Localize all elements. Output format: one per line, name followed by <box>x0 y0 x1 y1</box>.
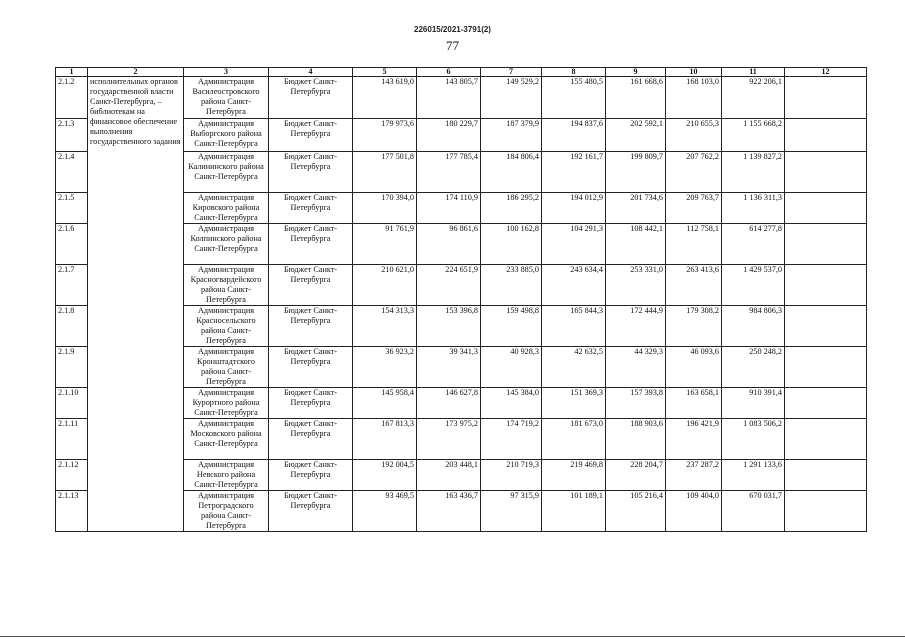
source-cell: Бюджет Санкт-Петербурга <box>269 347 353 388</box>
value-cell: 105 216,4 <box>606 491 666 532</box>
source-cell: Бюджет Санкт-Петербурга <box>269 265 353 306</box>
admin-cell: Администрация Выборгского района Санкт-Петербурга <box>184 119 269 152</box>
total-cell: 1 429 537,0 <box>722 265 785 306</box>
value-cell: 243 634,4 <box>542 265 606 306</box>
value-cell: 149 529,2 <box>481 77 542 119</box>
page-number: 77 <box>446 38 459 53</box>
row-code: 2.1.12 <box>56 460 88 491</box>
value-cell: 157 393,8 <box>606 388 666 419</box>
total-cell: 910 391,4 <box>722 388 785 419</box>
row-code: 2.1.10 <box>56 388 88 419</box>
value-cell: 146 627,8 <box>417 388 481 419</box>
col-header: 11 <box>722 68 785 77</box>
admin-cell: Администрация Колпинского района Санкт-Петербурга <box>184 224 269 265</box>
admin-cell: Администрация Курортного района Санкт-Петербурга <box>184 388 269 419</box>
source-cell: Бюджет Санкт-Петербурга <box>269 152 353 193</box>
col12-cell <box>785 224 867 265</box>
value-cell: 93 469,5 <box>353 491 417 532</box>
value-cell: 172 444,9 <box>606 306 666 347</box>
value-cell: 96 861,6 <box>417 224 481 265</box>
total-cell: 614 277,8 <box>722 224 785 265</box>
value-cell: 184 806,4 <box>481 152 542 193</box>
col12-cell <box>785 388 867 419</box>
admin-cell: Администрация Московского района Санкт-Петербурга <box>184 419 269 460</box>
page-bottom-border <box>0 636 905 637</box>
recipient-description: исполнительных органов государственной власти Санкт-Петербурга, – библиотекам на финансовое обеспечение выполнения государственного задания <box>88 77 184 532</box>
total-cell: 1 136 311,3 <box>722 193 785 224</box>
table-row <box>56 77 867 119</box>
admin-cell: Администрация Василеостровского района Санкт-Петербурга <box>184 77 269 119</box>
source-cell: Бюджет Санкт-Петербурга <box>269 388 353 419</box>
col-header: 4 <box>269 68 353 77</box>
row-code: 2.1.9 <box>56 347 88 388</box>
col12-cell <box>785 265 867 306</box>
value-cell: 174 110,9 <box>417 193 481 224</box>
value-cell: 173 975,2 <box>417 419 481 460</box>
admin-cell: Администрация Петроградского района Санкт-Петербурга <box>184 491 269 532</box>
value-cell: 153 396,8 <box>417 306 481 347</box>
value-cell: 210 655,3 <box>666 119 722 152</box>
value-cell: 143 619,0 <box>353 77 417 119</box>
row-code: 2.1.13 <box>56 491 88 532</box>
value-cell: 167 813,3 <box>353 419 417 460</box>
header-row <box>56 68 867 77</box>
col-header: 7 <box>481 68 542 77</box>
value-cell: 233 885,0 <box>481 265 542 306</box>
row-code: 2.1.8 <box>56 306 88 347</box>
col12-cell <box>785 460 867 491</box>
value-cell: 194 012,9 <box>542 193 606 224</box>
value-cell: 101 189,1 <box>542 491 606 532</box>
value-cell: 40 928,3 <box>481 347 542 388</box>
admin-cell: Администрация Кировского района Санкт-Петербурга <box>184 193 269 224</box>
col12-cell <box>785 193 867 224</box>
value-cell: 165 844,3 <box>542 306 606 347</box>
source-cell: Бюджет Санкт-Петербурга <box>269 224 353 265</box>
value-cell: 44 329,3 <box>606 347 666 388</box>
value-cell: 179 308,2 <box>666 306 722 347</box>
value-cell: 163 658,1 <box>666 388 722 419</box>
admin-cell: Администрация Кронштадтского района Санкт-Петербурга <box>184 347 269 388</box>
total-cell: 1 291 133,6 <box>722 460 785 491</box>
value-cell: 228 204,7 <box>606 460 666 491</box>
value-cell: 174 719,2 <box>481 419 542 460</box>
col12-cell <box>785 306 867 347</box>
admin-cell: Администрация Красногвардейского района Санкт-Петербурга <box>184 265 269 306</box>
col-header: 3 <box>184 68 269 77</box>
value-cell: 253 331,0 <box>606 265 666 306</box>
source-cell: Бюджет Санкт-Петербурга <box>269 77 353 119</box>
value-cell: 151 369,3 <box>542 388 606 419</box>
col12-cell <box>785 347 867 388</box>
admin-cell: Администрация Красносельского района Санкт-Петербурга <box>184 306 269 347</box>
document-number: 226015/2021-3791(2) <box>414 25 491 34</box>
value-cell: 180 229,7 <box>417 119 481 152</box>
value-cell: 97 315,9 <box>481 491 542 532</box>
col12-cell <box>785 119 867 152</box>
value-cell: 100 162,8 <box>481 224 542 265</box>
col-header: 10 <box>666 68 722 77</box>
value-cell: 161 668,6 <box>606 77 666 119</box>
value-cell: 210 621,0 <box>353 265 417 306</box>
value-cell: 104 291,3 <box>542 224 606 265</box>
value-cell: 168 103,0 <box>666 77 722 119</box>
value-cell: 237 287,2 <box>666 460 722 491</box>
value-cell: 201 734,6 <box>606 193 666 224</box>
value-cell: 145 384,0 <box>481 388 542 419</box>
value-cell: 145 958,4 <box>353 388 417 419</box>
admin-cell: Администрация Калининского района Санкт-Петербурга <box>184 152 269 193</box>
value-cell: 163 436,7 <box>417 491 481 532</box>
total-cell: 922 206,1 <box>722 77 785 119</box>
value-cell: 159 498,8 <box>481 306 542 347</box>
value-cell: 179 973,6 <box>353 119 417 152</box>
row-code: 2.1.6 <box>56 224 88 265</box>
source-cell: Бюджет Санкт-Петербурга <box>269 491 353 532</box>
row-code: 2.1.3 <box>56 119 88 152</box>
value-cell: 224 651,9 <box>417 265 481 306</box>
row-code: 2.1.7 <box>56 265 88 306</box>
value-cell: 46 093,6 <box>666 347 722 388</box>
total-cell: 1 155 668,2 <box>722 119 785 152</box>
source-cell: Бюджет Санкт-Петербурга <box>269 119 353 152</box>
row-code: 2.1.2 <box>56 77 88 119</box>
value-cell: 263 413,6 <box>666 265 722 306</box>
value-cell: 202 592,1 <box>606 119 666 152</box>
col-header: 9 <box>606 68 666 77</box>
value-cell: 194 837,6 <box>542 119 606 152</box>
value-cell: 209 763,7 <box>666 193 722 224</box>
col12-cell <box>785 419 867 460</box>
value-cell: 186 295,2 <box>481 193 542 224</box>
source-cell: Бюджет Санкт-Петербурга <box>269 193 353 224</box>
value-cell: 177 785,4 <box>417 152 481 193</box>
value-cell: 196 421,9 <box>666 419 722 460</box>
budget-table <box>55 67 867 532</box>
total-cell: 1 083 506,2 <box>722 419 785 460</box>
value-cell: 210 719,3 <box>481 460 542 491</box>
source-cell: Бюджет Санкт-Петербурга <box>269 419 353 460</box>
value-cell: 188 903,6 <box>606 419 666 460</box>
col-header: 5 <box>353 68 417 77</box>
col12-cell <box>785 77 867 119</box>
value-cell: 187 379,9 <box>481 119 542 152</box>
value-cell: 112 758,1 <box>666 224 722 265</box>
row-code: 2.1.5 <box>56 193 88 224</box>
source-cell: Бюджет Санкт-Петербурга <box>269 460 353 491</box>
value-cell: 170 394,0 <box>353 193 417 224</box>
value-cell: 203 448,1 <box>417 460 481 491</box>
value-cell: 219 469,8 <box>542 460 606 491</box>
total-cell: 1 139 827,2 <box>722 152 785 193</box>
total-cell: 250 248,2 <box>722 347 785 388</box>
row-code: 2.1.4 <box>56 152 88 193</box>
col-header: 2 <box>88 68 184 77</box>
value-cell: 155 480,5 <box>542 77 606 119</box>
col-header: 8 <box>542 68 606 77</box>
value-cell: 143 805,7 <box>417 77 481 119</box>
value-cell: 108 442,1 <box>606 224 666 265</box>
value-cell: 177 501,8 <box>353 152 417 193</box>
col12-cell <box>785 491 867 532</box>
value-cell: 39 341,3 <box>417 347 481 388</box>
value-cell: 42 632,5 <box>542 347 606 388</box>
col-header: 1 <box>56 68 88 77</box>
value-cell: 154 313,3 <box>353 306 417 347</box>
value-cell: 91 761,9 <box>353 224 417 265</box>
col-header: 6 <box>417 68 481 77</box>
value-cell: 192 004,5 <box>353 460 417 491</box>
col12-cell <box>785 152 867 193</box>
value-cell: 192 161,7 <box>542 152 606 193</box>
value-cell: 181 673,0 <box>542 419 606 460</box>
source-cell: Бюджет Санкт-Петербурга <box>269 306 353 347</box>
total-cell: 984 806,3 <box>722 306 785 347</box>
col-header: 12 <box>785 68 867 77</box>
value-cell: 109 404,0 <box>666 491 722 532</box>
value-cell: 36 923,2 <box>353 347 417 388</box>
value-cell: 199 809,7 <box>606 152 666 193</box>
admin-cell: Администрация Невского района Санкт-Петербурга <box>184 460 269 491</box>
row-code: 2.1.11 <box>56 419 88 460</box>
total-cell: 670 031,7 <box>722 491 785 532</box>
value-cell: 207 762,2 <box>666 152 722 193</box>
